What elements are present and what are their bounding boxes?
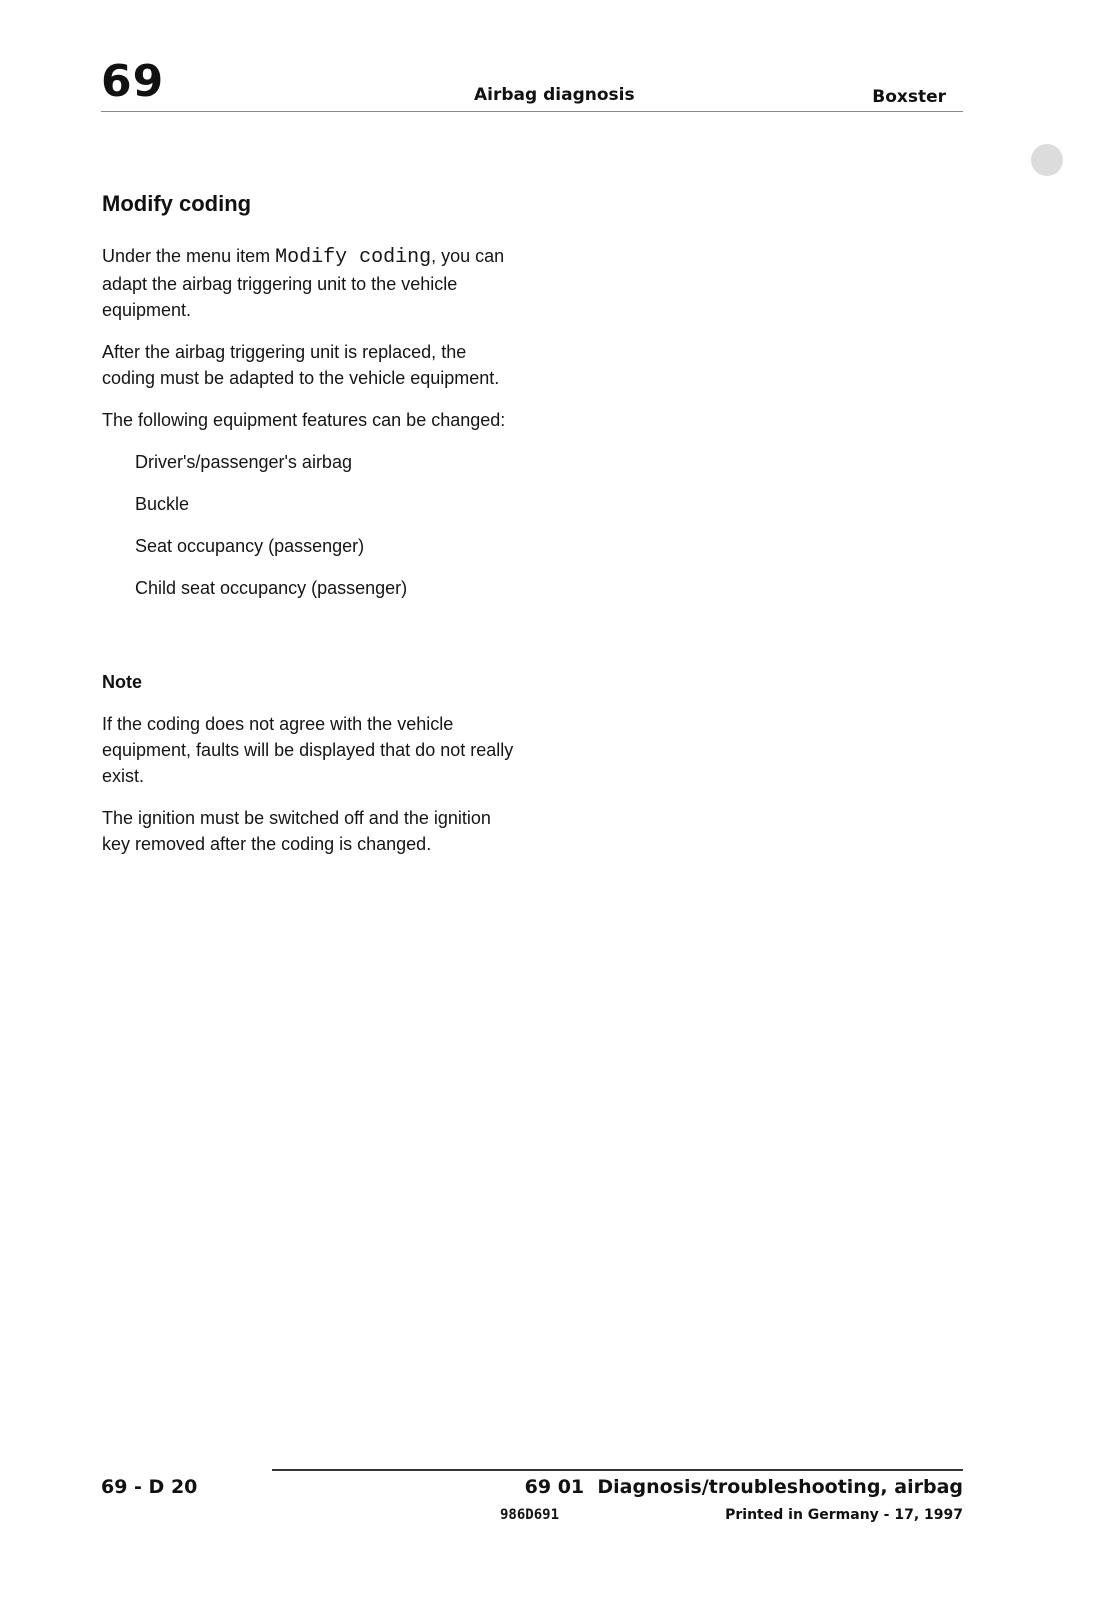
main-content: [102, 190, 522, 873]
features-intro-paragraph: The following equipment features can be changed:: [102, 410, 506, 430]
header-divider: [101, 111, 963, 112]
menu-item-name: Modify coding: [275, 246, 432, 269]
punch-hole-mark: [1031, 144, 1063, 176]
intro-suffix: , you can adapt the airbag triggering unit to the vehicle equipment.: [102, 246, 505, 320]
footer-page-number: 69 - D 20: [101, 1476, 198, 1498]
footer-divider: [272, 1469, 963, 1471]
footer-printed-note: Printed in Germany - 17, 1997: [725, 1507, 963, 1523]
footer-section-title: 69 01 Diagnosis/troubleshooting, airbag: [524, 1476, 963, 1498]
note-paragraph-faults: If the coding does not agree with the vehicle equipment, faults will be displayed that do not really exist.: [102, 714, 514, 786]
intro-paragraph: [102, 243, 522, 323]
footer-document-id: 986D691: [500, 1507, 560, 1523]
header-title: Airbag diagnosis: [474, 85, 635, 105]
list-item: Child seat occupancy (passenger): [135, 578, 408, 598]
list-item: Seat occupancy (passenger): [135, 536, 365, 556]
feature-list: [102, 449, 522, 601]
list-item: Driver's/passenger's airbag: [135, 452, 352, 472]
replacement-paragraph: After the airbag triggering unit is replaced, the coding must be adapted to the vehicle equipment.: [102, 342, 500, 388]
list-item: Buckle: [135, 494, 190, 514]
header-model: Boxster: [872, 87, 946, 107]
note-heading: Note: [102, 672, 142, 692]
chapter-number: 69: [101, 56, 165, 107]
section-heading: Modify coding: [102, 191, 252, 216]
intro-prefix: Under the menu item: [102, 246, 276, 266]
note-paragraph-ignition: The ignition must be switched off and the ignition key removed after the coding is changed.: [102, 808, 491, 854]
